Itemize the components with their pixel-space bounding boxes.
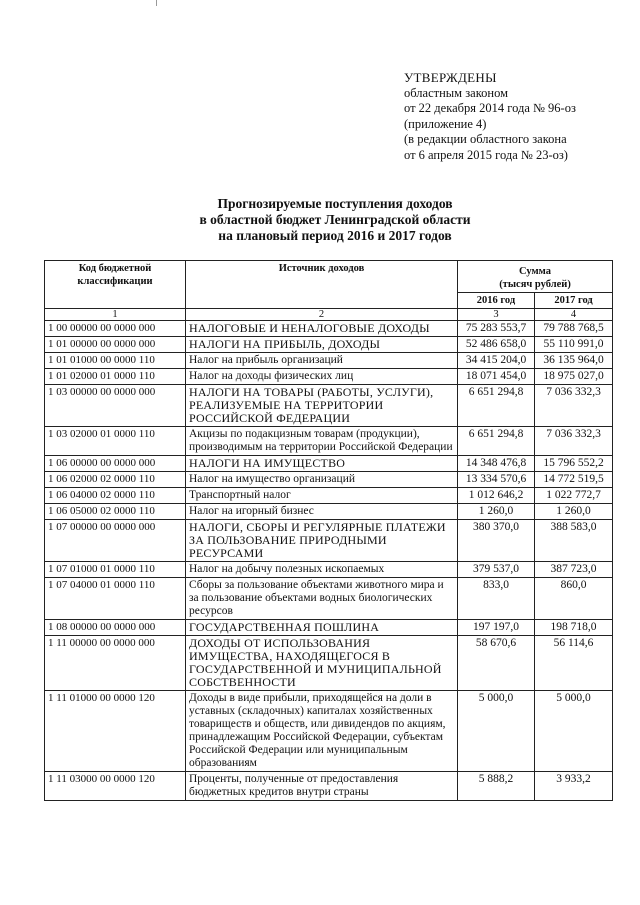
- value-2017-cell: 56 114,6: [535, 636, 613, 691]
- header-sum: [458, 261, 613, 293]
- value-2017-cell: 388 583,0: [535, 520, 613, 562]
- value-2017-cell: 7 036 332,3: [535, 385, 613, 427]
- source-cell: ДОХОДЫ ОТ ИСПОЛЬЗОВАНИЯ ИМУЩЕСТВА, НАХОДЯЩЕГОСЯ В ГОСУДАРСТВЕННОЙ И МУНИЦИПАЛЬНОЙ СОБСТВЕННОСТИ: [186, 636, 458, 691]
- header-sum-label: Сумма: [519, 266, 551, 277]
- table-row: [45, 488, 613, 504]
- approval-line: областным законом: [404, 85, 509, 100]
- approval-block: [404, 70, 576, 163]
- code-cell: 1 00 00000 00 0000 000: [45, 321, 186, 337]
- table-row: [45, 337, 613, 353]
- code-cell: 1 07 01000 01 0000 110: [45, 562, 186, 578]
- table-row: [45, 427, 613, 456]
- table-row: [45, 504, 613, 520]
- source-cell: Налог на добычу полезных ископаемых: [186, 562, 458, 578]
- table-row: [45, 472, 613, 488]
- value-2016-cell: 1 012 646,2: [458, 488, 535, 504]
- value-2016-cell: 5 888,2: [458, 772, 535, 801]
- approval-line: (приложение 4): [404, 116, 487, 131]
- value-2017-cell: 15 796 552,2: [535, 456, 613, 472]
- code-cell: 1 01 02000 01 0000 110: [45, 369, 186, 385]
- value-2017-cell: 1 260,0: [535, 504, 613, 520]
- source-cell: Сборы за пользование объектами животного мира и за пользование объектами водных биологических ресурсов: [186, 578, 458, 620]
- code-cell: 1 07 04000 01 0000 110: [45, 578, 186, 620]
- value-2017-cell: 1 022 772,7: [535, 488, 613, 504]
- code-cell: 1 01 00000 00 0000 000: [45, 337, 186, 353]
- table-row: [45, 562, 613, 578]
- value-2017-cell: 198 718,0: [535, 620, 613, 636]
- code-cell: 1 06 04000 02 0000 110: [45, 488, 186, 504]
- value-2016-cell: 58 670,6: [458, 636, 535, 691]
- source-cell: Акцизы по подакцизным товарам (продукции), производимым на территории Российской Федерации: [186, 427, 458, 456]
- value-2017-cell: 18 975 027,0: [535, 369, 613, 385]
- table-row: [45, 772, 613, 801]
- table-row: [45, 620, 613, 636]
- code-cell: 1 06 00000 00 0000 000: [45, 456, 186, 472]
- value-2016-cell: 6 651 294,8: [458, 427, 535, 456]
- scan-edge-mark: [156, 0, 357, 6]
- value-2016-cell: 379 537,0: [458, 562, 535, 578]
- approval-line: УТВЕРЖДЕНЫ: [404, 70, 497, 85]
- table-row: [45, 369, 613, 385]
- value-2016-cell: 75 283 553,7: [458, 321, 535, 337]
- col-number: 3: [458, 309, 535, 321]
- source-cell: Доходы в виде прибыли, приходящейся на доли в уставных (складочных) капиталах хозяйственных товариществ и обществ, или дивидендов по акциям, принадлежащим Российской Федерации, субъектам Российской Федерации или муниципальным образованиям: [186, 691, 458, 772]
- code-cell: 1 11 03000 00 0000 120: [45, 772, 186, 801]
- table-row: [45, 353, 613, 369]
- source-cell: НАЛОГИ НА ТОВАРЫ (РАБОТЫ, УСЛУГИ), РЕАЛИЗУЕМЫЕ НА ТЕРРИТОРИИ РОССИЙСКОЙ ФЕДЕРАЦИИ: [186, 385, 458, 427]
- value-2016-cell: 380 370,0: [458, 520, 535, 562]
- value-2017-cell: 79 788 768,5: [535, 321, 613, 337]
- value-2017-cell: 3 933,2: [535, 772, 613, 801]
- source-cell: Проценты, полученные от предоставления бюджетных кредитов внутри страны: [186, 772, 458, 801]
- document-title: [150, 196, 520, 244]
- approval-line: от 22 декабря 2014 года № 96-оз: [404, 101, 576, 115]
- source-cell: НАЛОГИ НА ПРИБЫЛЬ, ДОХОДЫ: [186, 337, 458, 353]
- code-cell: 1 07 00000 00 0000 000: [45, 520, 186, 562]
- value-2016-cell: 13 334 570,6: [458, 472, 535, 488]
- code-cell: 1 03 00000 00 0000 000: [45, 385, 186, 427]
- col-number: 2: [186, 309, 458, 321]
- table-row: [45, 321, 613, 337]
- title-line: в областной бюджет Ленинградской области: [199, 212, 471, 227]
- source-cell: НАЛОГИ НА ИМУЩЕСТВО: [186, 456, 458, 472]
- approval-line: от 6 апреля 2015 года № 23-оз): [404, 147, 568, 162]
- value-2017-cell: 860,0: [535, 578, 613, 620]
- value-2016-cell: 833,0: [458, 578, 535, 620]
- value-2017-cell: 7 036 332,3: [535, 427, 613, 456]
- code-cell: 1 06 02000 02 0000 110: [45, 472, 186, 488]
- value-2017-cell: 55 110 991,0: [535, 337, 613, 353]
- value-2016-cell: 52 486 658,0: [458, 337, 535, 353]
- value-2017-cell: 5 000,0: [535, 691, 613, 772]
- table-row: [45, 691, 613, 772]
- value-2016-cell: 14 348 476,8: [458, 456, 535, 472]
- code-cell: 1 03 02000 01 0000 110: [45, 427, 186, 456]
- source-cell: НАЛОГОВЫЕ И НЕНАЛОГОВЫЕ ДОХОДЫ: [186, 321, 458, 337]
- code-cell: 1 11 01000 00 0000 120: [45, 691, 186, 772]
- value-2016-cell: 6 651 294,8: [458, 385, 535, 427]
- header-source: Источник доходов: [186, 261, 458, 309]
- value-2016-cell: 197 197,0: [458, 620, 535, 636]
- value-2017-cell: 387 723,0: [535, 562, 613, 578]
- table-row: [45, 385, 613, 427]
- source-cell: Налог на игорный бизнес: [186, 504, 458, 520]
- source-cell: Налог на прибыль организаций: [186, 353, 458, 369]
- table-row: [45, 456, 613, 472]
- header-year-2017: 2017 год: [535, 293, 613, 309]
- header-year-2016: 2016 год: [458, 293, 535, 309]
- code-cell: 1 06 05000 02 0000 110: [45, 504, 186, 520]
- source-cell: НАЛОГИ, СБОРЫ И РЕГУЛЯРНЫЕ ПЛАТЕЖИ ЗА ПОЛЬЗОВАНИЕ ПРИРОДНЫМИ РЕСУРСАМИ: [186, 520, 458, 562]
- value-2017-cell: 36 135 964,0: [535, 353, 613, 369]
- header-units: (тысяч рублей): [499, 279, 571, 290]
- code-cell: 1 11 00000 00 0000 000: [45, 636, 186, 691]
- source-cell: Налог на доходы физических лиц: [186, 369, 458, 385]
- revenue-table: [44, 260, 613, 801]
- value-2016-cell: 5 000,0: [458, 691, 535, 772]
- col-number: 4: [535, 309, 613, 321]
- title-line: на плановый период 2016 и 2017 годов: [218, 228, 452, 243]
- title-line: Прогнозируемые поступления доходов: [217, 196, 453, 211]
- table-body: [45, 321, 613, 801]
- source-cell: Налог на имущество организаций: [186, 472, 458, 488]
- col-number: 1: [45, 309, 186, 321]
- source-cell: ГОСУДАРСТВЕННАЯ ПОШЛИНА: [186, 620, 458, 636]
- header-code: Код бюджетной классификации: [45, 261, 186, 309]
- value-2017-cell: 14 772 519,5: [535, 472, 613, 488]
- source-cell: Транспортный налог: [186, 488, 458, 504]
- table-row: [45, 578, 613, 620]
- value-2016-cell: 18 071 454,0: [458, 369, 535, 385]
- approval-line: (в редакции областного закона: [404, 132, 567, 146]
- value-2016-cell: 34 415 204,0: [458, 353, 535, 369]
- table-row: [45, 520, 613, 562]
- value-2016-cell: 1 260,0: [458, 504, 535, 520]
- code-cell: 1 08 00000 00 0000 000: [45, 620, 186, 636]
- table-row: [45, 636, 613, 691]
- code-cell: 1 01 01000 00 0000 110: [45, 353, 186, 369]
